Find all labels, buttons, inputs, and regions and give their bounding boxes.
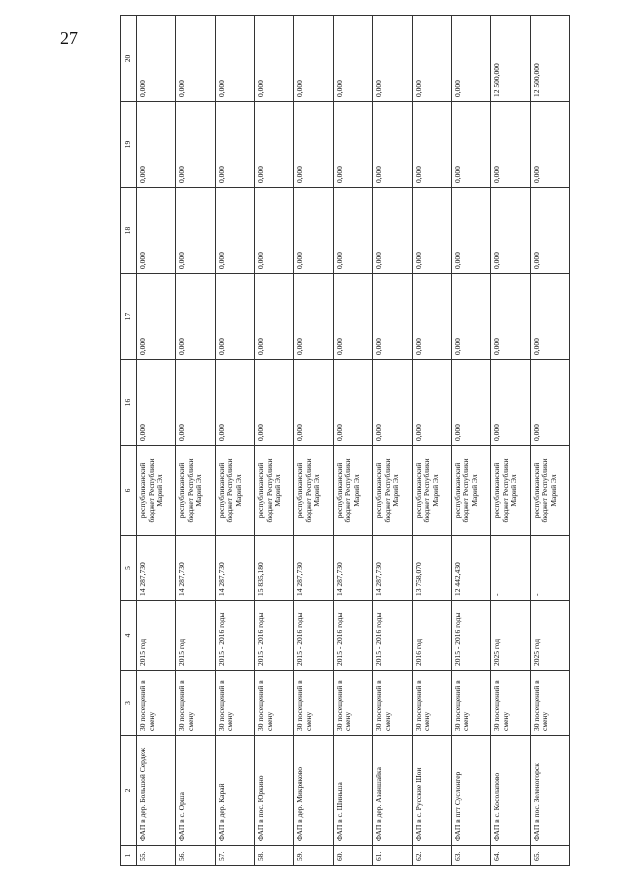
capacity-cell: 30 посещений в смену	[412, 671, 451, 736]
facility-name-cell: ФАП в пос. Зеленогорск	[530, 736, 569, 846]
value-col18-cell: 0,000	[137, 188, 176, 274]
row-number-cell: 60.	[333, 846, 372, 866]
cost-cell: 15 835,180	[255, 536, 294, 601]
value-col17-cell: 0,000	[491, 274, 530, 360]
value-col19-cell: 0,000	[215, 102, 254, 188]
table-row	[294, 16, 333, 866]
value-col18-cell: 0,000	[373, 188, 412, 274]
facility-name-cell: ФАП в дер. Карай	[215, 736, 254, 846]
value-col19-cell: 0,000	[255, 102, 294, 188]
value-col18-cell: 0,000	[176, 188, 215, 274]
header-cell: 17	[121, 274, 137, 360]
value-col18-cell: 0,000	[255, 188, 294, 274]
capacity-cell: 30 посещений в смену	[451, 671, 490, 736]
facility-name-cell: ФАП в пгт Суслонгер	[451, 736, 490, 846]
funding-source-cell: республиканский бюджет Республики Марий Эл	[294, 446, 333, 536]
funding-source-cell: республиканский бюджет Республики Марий Эл	[333, 446, 372, 536]
row-number-cell: 62.	[412, 846, 451, 866]
facility-name-cell: ФАП в с. Шиньша	[333, 736, 372, 846]
period-cell: 2015 - 2016 годы	[333, 601, 372, 671]
value-col19-cell: 0,000	[491, 102, 530, 188]
cost-cell: 14 287,730	[294, 536, 333, 601]
value-col20-cell: 0,000	[294, 16, 333, 102]
row-number-cell: 59.	[294, 846, 333, 866]
value-col17-cell: 0,000	[451, 274, 490, 360]
value-col19-cell: 0,000	[294, 102, 333, 188]
period-cell: 2015 год	[137, 601, 176, 671]
value-col16-cell: 0,000	[294, 360, 333, 446]
table-row	[373, 16, 412, 866]
capacity-cell: 30 посещений в смену	[333, 671, 372, 736]
capacity-cell: 30 посещений в смену	[294, 671, 333, 736]
value-col16-cell: 0,000	[137, 360, 176, 446]
header-cell: 6	[121, 446, 137, 536]
table-row	[137, 16, 176, 866]
value-col20-cell: 12 500,000	[491, 16, 530, 102]
value-col16-cell: 0,000	[333, 360, 372, 446]
value-col16-cell: 0,000	[491, 360, 530, 446]
value-col19-cell: 0,000	[333, 102, 372, 188]
cost-cell: 14 287,730	[176, 536, 215, 601]
facility-name-cell: ФАП в дер. Микряково	[294, 736, 333, 846]
header-cell: 19	[121, 102, 137, 188]
rotated-table-container	[120, 16, 570, 866]
value-col19-cell: 0,000	[451, 102, 490, 188]
value-col18-cell: 0,000	[333, 188, 372, 274]
funding-source-cell: республиканский бюджет Республики Марий Эл	[137, 446, 176, 536]
value-col17-cell: 0,000	[176, 274, 215, 360]
value-col17-cell: 0,000	[412, 274, 451, 360]
header-cell: 3	[121, 671, 137, 736]
cost-cell: -	[491, 536, 530, 601]
capacity-cell: 30 посещений в смену	[255, 671, 294, 736]
header-cell: 18	[121, 188, 137, 274]
funding-source-cell: республиканский бюджет Республики Марий Эл	[412, 446, 451, 536]
funding-source-cell: республиканский бюджет Республики Марий Эл	[176, 446, 215, 536]
value-col20-cell: 0,000	[176, 16, 215, 102]
value-col18-cell: 0,000	[530, 188, 569, 274]
facility-name-cell: ФАП в пос. Юркино	[255, 736, 294, 846]
facility-name-cell: ФАП в с. Русские Шои	[412, 736, 451, 846]
row-number-cell: 65.	[530, 846, 569, 866]
row-number-cell: 64.	[491, 846, 530, 866]
value-col20-cell: 0,000	[137, 16, 176, 102]
facility-name-cell: ФАП в дер. Большой Сердеж	[137, 736, 176, 846]
value-col17-cell: 0,000	[333, 274, 372, 360]
facilities-table	[120, 15, 570, 866]
value-col16-cell: 0,000	[412, 360, 451, 446]
cost-cell: 14 287,730	[333, 536, 372, 601]
value-col20-cell: 0,000	[255, 16, 294, 102]
period-cell: 2015 - 2016 годы	[255, 601, 294, 671]
header-cell: 20	[121, 16, 137, 102]
value-col17-cell: 0,000	[530, 274, 569, 360]
period-cell: 2015 год	[176, 601, 215, 671]
row-number-cell: 56.	[176, 846, 215, 866]
value-col16-cell: 0,000	[215, 360, 254, 446]
funding-source-cell: республиканский бюджет Республики Марий Эл	[255, 446, 294, 536]
value-col16-cell: 0,000	[373, 360, 412, 446]
value-col19-cell: 0,000	[373, 102, 412, 188]
table-row	[412, 16, 451, 866]
facility-name-cell: ФАП в с. Орша	[176, 736, 215, 846]
row-number-cell: 61.	[373, 846, 412, 866]
facility-name-cell: ФАП в дер. Азаншайка	[373, 736, 412, 846]
value-col20-cell: 0,000	[333, 16, 372, 102]
period-cell: 2015 - 2016 годы	[215, 601, 254, 671]
cost-cell: 13 758,070	[412, 536, 451, 601]
funding-source-cell: республиканский бюджет Республики Марий Эл	[451, 446, 490, 536]
capacity-cell: 30 посещений в смену	[491, 671, 530, 736]
value-col17-cell: 0,000	[215, 274, 254, 360]
period-cell: 2015 - 2016 годы	[451, 601, 490, 671]
row-number-cell: 63.	[451, 846, 490, 866]
table-row	[176, 16, 215, 866]
value-col20-cell: 0,000	[451, 16, 490, 102]
value-col19-cell: 0,000	[530, 102, 569, 188]
table-row	[491, 16, 530, 866]
period-cell: 2015 - 2016 годы	[373, 601, 412, 671]
value-col17-cell: 0,000	[294, 274, 333, 360]
value-col16-cell: 0,000	[451, 360, 490, 446]
value-col18-cell: 0,000	[412, 188, 451, 274]
page-number: 27	[60, 28, 78, 48]
value-col18-cell: 0,000	[294, 188, 333, 274]
table-row	[333, 16, 372, 866]
cost-cell: 14 287,730	[215, 536, 254, 601]
capacity-cell: 30 посещений в смену	[530, 671, 569, 736]
row-number-cell: 55.	[137, 846, 176, 866]
period-cell: 2025 год	[530, 601, 569, 671]
value-col17-cell: 0,000	[137, 274, 176, 360]
value-col20-cell: 0,000	[215, 16, 254, 102]
facility-name-cell: ФАП в с. Косолапово	[491, 736, 530, 846]
period-cell: 2015 - 2016 годы	[294, 601, 333, 671]
value-col19-cell: 0,000	[176, 102, 215, 188]
cost-cell: 14 287,730	[373, 536, 412, 601]
capacity-cell: 30 посещений в смену	[215, 671, 254, 736]
value-col19-cell: 0,000	[137, 102, 176, 188]
cost-cell: 12 442,430	[451, 536, 490, 601]
table-row	[255, 16, 294, 866]
header-cell: 4	[121, 601, 137, 671]
header-cell: 5	[121, 536, 137, 601]
period-cell: 2016 год	[412, 601, 451, 671]
cost-cell: 14 287,730	[137, 536, 176, 601]
table-row	[451, 16, 490, 866]
value-col16-cell: 0,000	[530, 360, 569, 446]
header-cell: 2	[121, 736, 137, 846]
header-cell: 16	[121, 360, 137, 446]
value-col17-cell: 0,000	[255, 274, 294, 360]
header-row	[121, 16, 137, 866]
value-col19-cell: 0,000	[412, 102, 451, 188]
funding-source-cell: республиканский бюджет Республики Марий Эл	[530, 446, 569, 536]
value-col20-cell: 12 500,000	[530, 16, 569, 102]
value-col17-cell: 0,000	[373, 274, 412, 360]
header-cell: 1	[121, 846, 137, 866]
funding-source-cell: республиканский бюджет Республики Марий Эл	[491, 446, 530, 536]
value-col16-cell: 0,000	[176, 360, 215, 446]
value-col16-cell: 0,000	[255, 360, 294, 446]
row-number-cell: 57.	[215, 846, 254, 866]
value-col20-cell: 0,000	[373, 16, 412, 102]
cost-cell: -	[530, 536, 569, 601]
value-col18-cell: 0,000	[491, 188, 530, 274]
capacity-cell: 30 посещений в смену	[176, 671, 215, 736]
period-cell: 2025 год	[491, 601, 530, 671]
value-col18-cell: 0,000	[215, 188, 254, 274]
row-number-cell: 58.	[255, 846, 294, 866]
table-row	[530, 16, 569, 866]
capacity-cell: 30 посещений в смену	[373, 671, 412, 736]
funding-source-cell: республиканский бюджет Республики Марий Эл	[373, 446, 412, 536]
value-col20-cell: 0,000	[412, 16, 451, 102]
funding-source-cell: республиканский бюджет Республики Марий Эл	[215, 446, 254, 536]
value-col18-cell: 0,000	[451, 188, 490, 274]
table-row	[215, 16, 254, 866]
capacity-cell: 30 посещений в смену	[137, 671, 176, 736]
